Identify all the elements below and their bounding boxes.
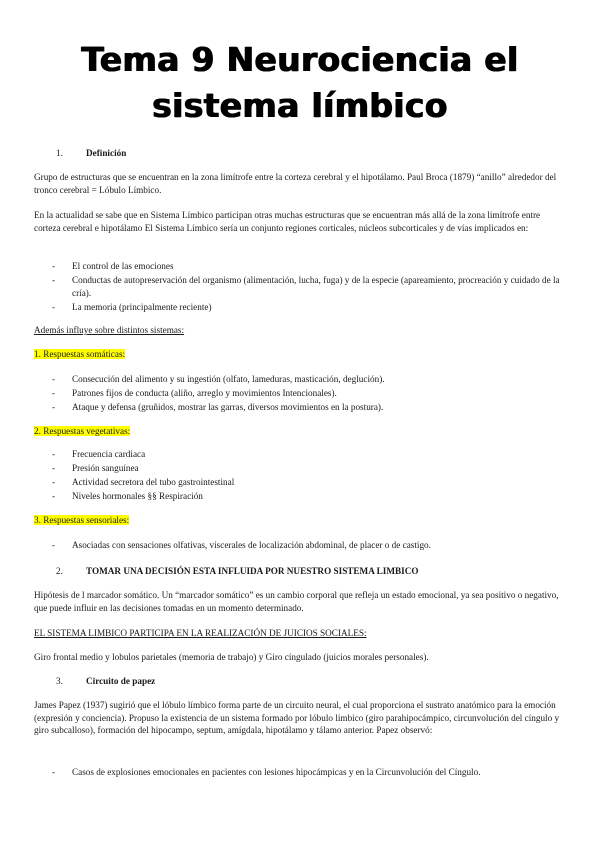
respuestas-vegetativas-heading: 2. Respuestas vegetativas: — [34, 426, 131, 436]
section-3-heading — [56, 676, 155, 686]
definition-paragraph: Grupo de estructuras que se encuentran en la zona limítrofe entre la corteza cerebral y el hipotálamo. Paul Broca (1879) “anillo” alrededor del tronco cerebral = Lóbulo Límbico. — [34, 172, 557, 195]
list-item: - Niveles hormonales §§ Respiración — [52, 491, 203, 501]
document-title-line-1: Tema 9 Neurociencia el — [81, 40, 519, 79]
section-number: 1. — [56, 148, 63, 158]
list-item: - Ataque y defensa (gruñidos, mostrar las garras, diversos movimientos en la postura). — [52, 402, 384, 412]
list-item: - Actividad secretora del tubo gastrointestinal — [52, 477, 235, 487]
section-title: Circuito de papez — [86, 676, 156, 686]
actualidad-paragraph: En la actualidad se sabe que en Sistema Límbico participan otras muchas estructuras que se encuentran más allá de la zona limítrofe entre corteza cerebral e hipotálamo El Sistema Límbico sería un conjunto regiones corticales, núcleos subcorticales y de vías implicados en: — [34, 210, 541, 233]
juicios-sociales-heading: EL SISTEMA LIMBICO PARTICIPA EN LA REALIZACIÓN DE JUICIOS SOCIALES: — [34, 628, 367, 638]
section-2-heading — [56, 566, 419, 576]
section-1-heading — [56, 148, 126, 158]
list-item: - Presión sanguínea — [52, 463, 139, 473]
list-item: - Conductas de autopreservación del organismo (alimentación, lucha, fuga) y de la especie (apareamiento, procreación y cuidado de la cría). — [52, 275, 560, 298]
list-item: - Consecución del alimento y su ingestión (olfato, lameduras, masticación, deglución). — [52, 374, 385, 384]
papez-paragraph: James Papez (1937) sugirió que el lóbulo límbico forma parte de un circuito neural, el cual proporciona el sustrato anatómico para la emoción (expresión y conciencia). Propuso la existencia de un sistema formado por lóbulo límbico (giro parahipocámpico, circunvolución del cíngulo y giro subcalloso), formación del hipocampo, septum, amígdala, hipotálamo y tálamo anterior. Papez observó: — [34, 700, 560, 736]
list-item: - El control de las emociones — [52, 261, 174, 271]
list-item: - Frecuencia cardiaca — [52, 449, 146, 459]
list-item: - La memoria (principalmente reciente) — [52, 302, 212, 312]
section-title: Definición — [86, 148, 127, 158]
marcador-somatico-paragraph: Hipótesis de l marcador somático. Un “marcador somático” es un cambio corporal que refleja un estado emocional, ya sea positivo o negativo, que puede influir en las decisiones tomadas en un momento determinado. — [34, 590, 559, 613]
section-number: 3. — [56, 676, 63, 686]
influye-heading: Además influye sobre distintos sistemas: — [34, 325, 185, 335]
section-number: 2. — [56, 566, 63, 576]
giro-frontal-paragraph: Giro frontal medio y lobulos parietales (memoria de trabajo) y Giro cíngulado (juicios morales personales). — [34, 652, 429, 662]
list-item: - Patrones fijos de conducta (aliño, arreglo y movimientos Intencionales). — [52, 388, 337, 398]
list-item: - Asociadas con sensaciones olfativas, viscerales de localización abdominal, de placer o de castigo. — [52, 540, 431, 550]
respuestas-somaticas-heading: 1. Respuestas somáticas: — [34, 349, 126, 359]
document-title-line-2: sistema límbico — [152, 86, 448, 125]
respuestas-sensoriales-heading: 3. Respuestas sensoriales: — [34, 515, 130, 525]
list-item: - Casos de explosiones emocionales en pacientes con lesiones hipocámpicas y en la Circunvolución del Cíngulo. — [52, 767, 481, 777]
section-title: TOMAR UNA DECISIÓN ESTA INFLUIDA POR NUESTRO SISTEMA LIMBICO — [86, 566, 419, 576]
